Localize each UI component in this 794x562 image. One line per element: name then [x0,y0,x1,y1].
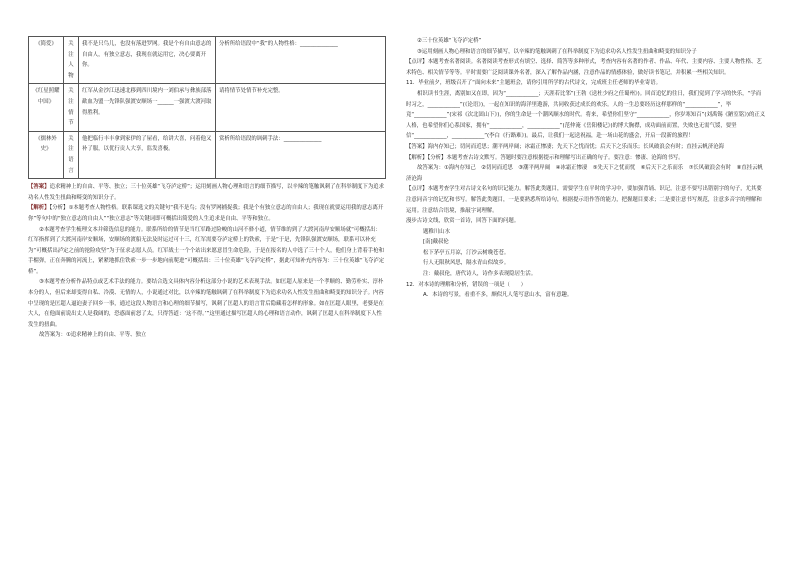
question-12: 12．对本诗的理解和分析，错误的一项是（ ） [406,281,527,288]
table-cell-work: 《简爱》 [29,37,64,84]
poem-line-1: 松下茅亭五月凉，汀沙云树晚苍苍。 [423,249,510,256]
answer-item-3: ③运用刻画人物心理和语言的细节描写，以辛辣的笔触讽刺了在科举制度下为追求功名人性发生扭曲和畸变的知识分子 [417,48,697,55]
analysis-text-3: ③本题考查分析作品特点或艺术手法的能力。要结合选文具体内容分析这部分小说的艺术表现手法。如匡超人原来是一个孝顺的、勤劳朴实、淳朴本分的人，但后来却变得自私、冷漠、无情的人，小说通过对比，以辛辣的笔触讽刺了在科举制度下为追求功名人性发生扭曲和畸变的知识分子。内容中呈现的是匡超人逼迫妻子回乡一事，通过这段人物语言和心理的细节描写，讽刺了匡超人的语言背后隐藏着怎样的形象。如在匡超人眼里，老婆是在大人，在他面前说出丈人是我阔的，恐惑面前怒了太，只得答道：‘这不得。’”这里通过描写匡超人的心理和语言动作，讽刺了匡超人在科举制度下人性发生的扭曲。 [28,279,384,328]
analysis-text-1: 【分析】①本题考查人物性格。联系课选文的关键句“我不是鸟；没有罗网捕捉我；我是个有独立意志的自由人；我现在就要运用我的意志离开你”等句中的“独立意志的自由人”“独立意志”等关键词即可概括出简爱的人生追求是自由、平等和独立。 [28,205,384,222]
answer-text: 追求精神上的自由、平等、独立；三十位英雄“飞夺泸定桥”；运用刻画人物心理和语言的细节描写，以辛辣的笔触讽刺了在科举制度下为追求功名人性发生扭曲和畸变的知识分子。 [28,184,384,201]
table-cell-question: 赏析所给语段的讽刺手法：______________ [216,131,386,178]
answer-11: 【答案】海内存知己；切问而近思；潮平两岸阔；冰霜正惨凄；先天下之忧而忧；后天下之乐而乐；长风破浪会有时；直挂云帆济沧海 [406,143,725,150]
question-11-title: 11．毕业前夕，班级召开了“面向未来”主题班会，请你引用所学的古代诗文，完成班主任老师的毕业寄语。 [406,80,662,87]
poem-author: [南]戴叔伦 [423,239,449,246]
table-cell-question: 请将情节处情节补充完整。 [216,84,386,131]
table-cell-question: 分析所给语段中“我”的人物性格：______________ [216,37,386,84]
question-12-option-a: A．本诗的写景，看重不多，颇似凡人笔写意山水，富有意趣。 [423,292,573,299]
answer-paragraph [28,182,386,203]
comment-paragraph-2: 【点评】本题考查学生对古诗文名句的识记能力。解答此类题目，需要学生在平时的学习中，要加强背诵、识记，注意不要写出错别字的句子，尤其要注意同音字的记忆和书写。解答此类题目，一是要熟悉所给诗句，根据提示语作答的能力，把握题目要求；二是要注意书写规范，注意多音字的理解和运用。注意结合语境，推敲字词理解。 [406,186,762,214]
table-cell-text: 红军从金沙江迅速北移到四川境内一刘伯承与彝族部落歃血为盟一先锋队强渡安顺场一______一强渡大渡河取得胜利。 [79,84,216,131]
table-row [29,131,386,178]
left-column [28,36,386,341]
reading-question-table [28,36,386,179]
analysis-11: 【解析】【分析】本题考查古诗文默写。答题时要注意根据提示和理解写出正确的句子。要注意：惨凄、沧海的书写。 [406,154,684,161]
poem-intro: 漫步古诗文线，欣赏一首诗，回答下面的问题。 [406,218,520,225]
final-answer: 故答案为：①追求精神上的自由、平等、独立 [39,332,147,339]
table-row [29,84,386,131]
table-row [29,37,386,84]
answer-label: 【答案】 [28,184,50,191]
analysis-label: 【解析】 [28,205,50,212]
table-cell-focus: 关注语言 [64,131,79,178]
poem-line-2: 行人无限秋风思，隔水青山似故乡。 [423,260,510,267]
table-cell-focus: 关注情节 [64,84,79,131]
answer-item-2: ②三十位英雄“飞夺泸定桥” [417,38,482,44]
table-cell-text: 他把临行丰丰拿到家伊的了屋看，给讲大喜，问着他又补了服，以优行贡人大享，监发喜极。 [79,131,216,178]
table-cell-focus: 关注人物 [64,37,79,84]
right-column [406,36,766,301]
comment-paragraph-1: 【点评】本题考查名著阅读。名著阅读考查形式有填空、选择、简答等多种形式，考查内容有名著的作者、作品、年代、主要内容、主要人物性格、艺术特色、相关情节等等。平时需要广泛阅读课外名著，深入了解作品内涵，注意作品的情感体验，做好读书笔记，并积累一些相关知识。 [406,59,762,76]
analysis-paragraph [28,203,386,224]
table-cell-text: 我不是只鸟儿，也没有落进罗网。我是个有自由意志的自由人，有独立意志，我现在就运用它，决心要离开你。 [79,37,216,84]
table-cell-work: 《儒林外史》 [29,131,64,178]
analysis-text-2: ②本题考查学生梳理文本并筛选信息的能力。联系所给的情节是当红军路过险峻的山河不驿小道，情节维的到了大渡河南岸安顺场就“可概括出：红军指挥到了大渡河南岸安顺场，安顺场的渡船无法及时运过可十三，红军需要夺泸定桥上的铁索，于是“于是，先锋队强渡安顺场，联系可以补充为“可概括出泸定之前的抢险攻坚”为于征求志愿人员。红军战士一个个站出来愿意冒生命危险，于是在报名的人中选了三十个人，他们身上背着手枪和手榴弹，正在奔腾的河流上，紧紧地抓住铁索一步一步地向前爬进”可概括出：三十位英雄“飞夺泸定桥”，据此可知补充内容为：三十位英雄“飞夺泸定桥”。 [28,226,385,275]
table-cell-work: 《红星照耀中国》 [29,84,64,131]
final-answer-11: 故答案为：①海内存知己 ②切问而近思 ③潮平两岸阔 ④冰霜正惨凄 ⑤先天下之忧而忧 ⑥后天下之乐而乐 ⑦长风破浪会有时 ⑧直挂云帆济沧海 [406,165,763,182]
question-11-body: 相识读书生涯，离别如又在即，因为“____________；天涯若比邻”(王勃《送杜少府之任蜀州》)。回首追忆的往日，我们觉到了学习的快乐，“学而时习之，____________”(《论语》)，一起在知识的海洋里遨游，共同收获过成长的欢乐。人的一生总要经历这样那样的“____________”，毕竟“____________”(宋祁《次北固山下》)，你的生命是一个潮风顺水的时代。将来，希望你们坚守“____________，你岁寒知百”(刘禹锡《陋室铭》)的正义人格，也希望你们心系国家，拥有“____________，____________”(范仲淹《岳阳楼记》)的博大胸襟，成功面前而置，失败也无需气馁，要坚信“____________，____________”(李白《行路难》)。最后，让我们一起送祝福，赴一场山花的盛会，开启一段新的旅程！ [406,90,766,140]
poem-note: 注：戴叔伦，唐代诗人，诗作多表现隐居生活。 [423,271,537,278]
poem-title: 题稚川山水 [423,228,450,235]
